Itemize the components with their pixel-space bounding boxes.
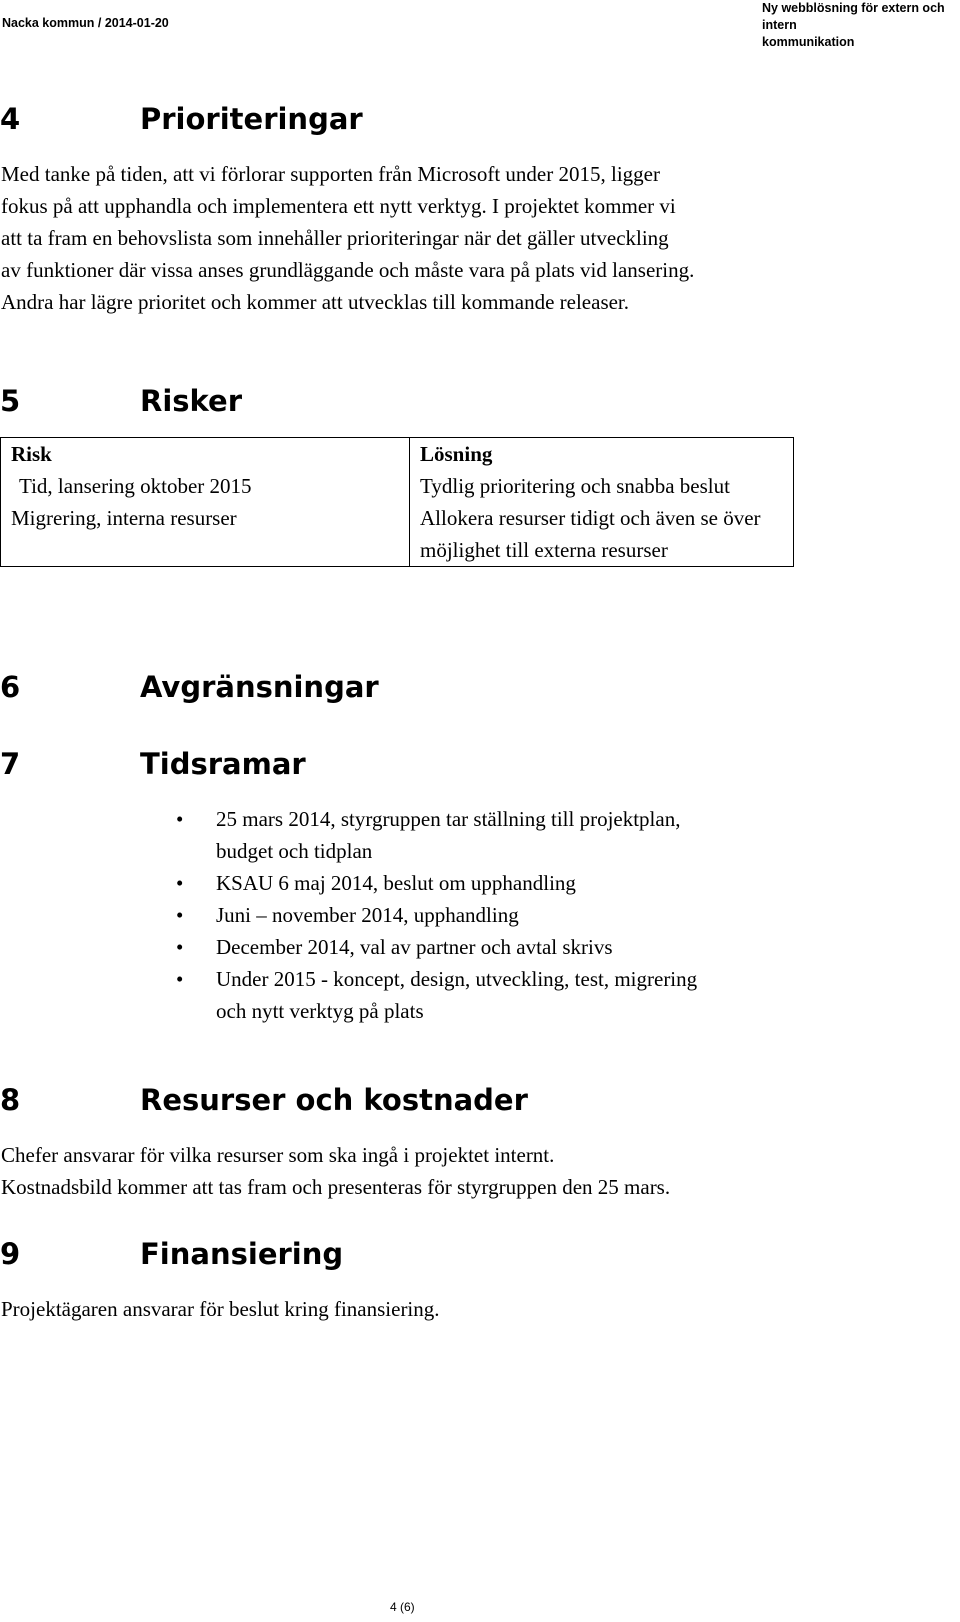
- bullet-icon: •: [176, 871, 184, 895]
- section-title: Prioriteringar: [140, 102, 363, 136]
- list-item-text: Juni – november 2014, upphandling: [216, 903, 519, 927]
- bullet-icon: •: [176, 967, 184, 991]
- table-header-cell: Lösning: [410, 438, 794, 471]
- list-item: [176, 867, 776, 899]
- list-item: [176, 931, 776, 963]
- list-item-text: budget och tidplan: [216, 839, 373, 863]
- section-title: Avgränsningar: [140, 670, 379, 704]
- section-4-paragraph: [1, 158, 951, 318]
- header-right-line: Ny webblösning för extern och intern: [762, 1, 945, 32]
- header-right-line: kommunikation: [762, 35, 855, 49]
- list-item-text: Under 2015 - koncept, design, utveckling, test, migrering: [216, 967, 698, 991]
- list-item: [176, 803, 776, 867]
- list-item-text: och nytt verktyg på plats: [216, 999, 424, 1023]
- list-item-text: December 2014, val av partner och avtal skrivs: [216, 935, 613, 959]
- bullet-icon: •: [176, 903, 184, 927]
- table-row: [1, 470, 794, 502]
- header-right: [762, 0, 958, 51]
- list-item-text: 25 mars 2014, styrgruppen tar ställning till projektplan,: [216, 807, 681, 831]
- bullet-icon: •: [176, 935, 184, 959]
- page-number: 4 (6): [390, 1600, 415, 1614]
- section-title: Finansiering: [140, 1237, 344, 1271]
- section-number: 7: [0, 747, 21, 781]
- section-number: 8: [0, 1083, 21, 1117]
- section-8-paragraph: [1, 1139, 951, 1203]
- section-number: 6: [0, 670, 21, 704]
- text-line: att ta fram en behovslista som innehåller prioriteringar när det gäller utveckling: [1, 226, 669, 250]
- list-item: [176, 963, 776, 1027]
- section-number: 4: [0, 102, 21, 136]
- table-row: [1, 502, 794, 567]
- risk-table: [0, 437, 794, 567]
- table-cell: Migrering, interna resurser: [1, 502, 410, 567]
- list-item-text: KSAU 6 maj 2014, beslut om upphandling: [216, 871, 576, 895]
- cell-text: Tid, lansering oktober 2015: [19, 474, 252, 498]
- text-line: av funktioner där vissa anses grundläggande och måste vara på plats vid lansering.: [1, 258, 695, 282]
- text-line: Kostnadsbild kommer att tas fram och presenteras för styrgruppen den 25 mars.: [1, 1175, 671, 1199]
- table-cell: Allokera resurser tidigt och även se över möjlighet till externa resurser: [410, 502, 794, 567]
- section-9-paragraph: [1, 1293, 951, 1325]
- bullet-icon: •: [176, 807, 184, 831]
- timeline-list: [176, 803, 776, 1027]
- section-number: 9: [0, 1237, 21, 1271]
- header-left: Nacka kommun / 2014-01-20: [2, 16, 169, 30]
- table-header-row: [1, 438, 794, 471]
- table-cell: Tydlig prioritering och snabba beslut: [410, 470, 794, 502]
- text-line: Med tanke på tiden, att vi förlorar supporten från Microsoft under 2015, ligger: [1, 162, 660, 186]
- table-cell: [1, 470, 410, 502]
- text-line: Chefer ansvarar för vilka resurser som ska ingå i projektet internt.: [1, 1143, 555, 1167]
- text-line: Projektägaren ansvarar för beslut kring finansiering.: [1, 1297, 440, 1321]
- section-title: Risker: [140, 384, 243, 418]
- text-line: Andra har lägre prioritet och kommer att utvecklas till kommande releaser.: [1, 290, 630, 314]
- list-item: [176, 899, 776, 931]
- section-title: Resurser och kostnader: [140, 1083, 528, 1117]
- section-number: 5: [0, 384, 21, 418]
- section-title: Tidsramar: [140, 747, 306, 781]
- table-header-cell: Risk: [1, 438, 410, 471]
- text-line: fokus på att upphandla och implementera ett nytt verktyg. I projektet kommer vi: [1, 194, 676, 218]
